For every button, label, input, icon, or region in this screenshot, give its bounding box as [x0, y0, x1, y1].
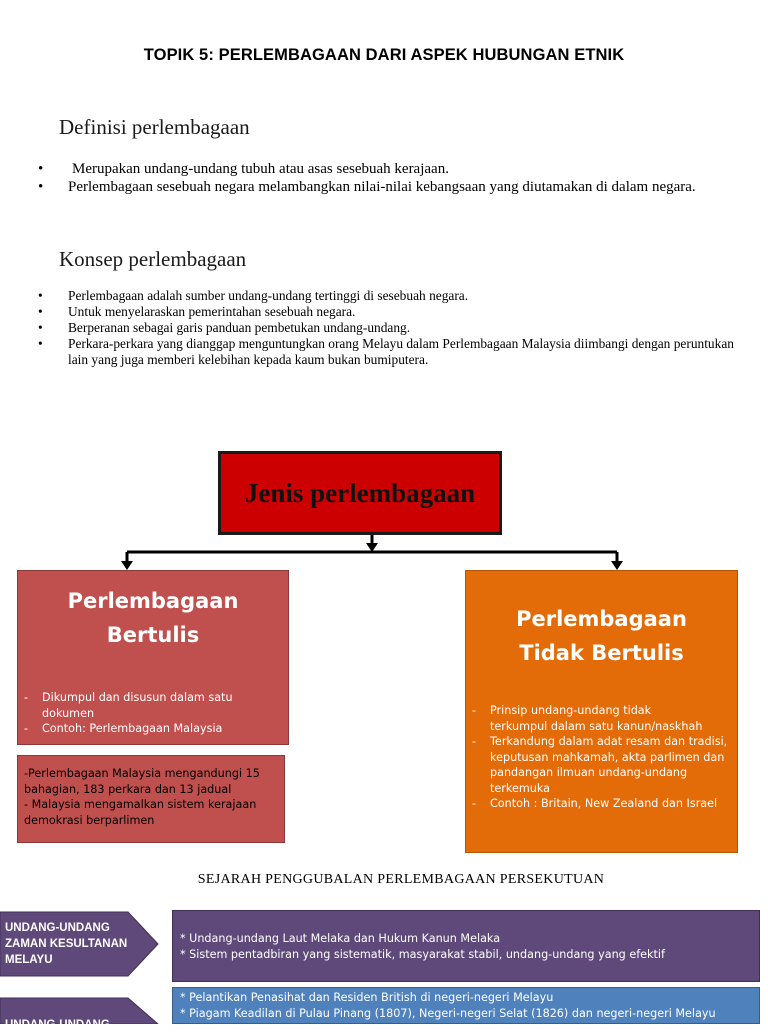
page-title: TOPIK 5: PERLEMBAGAAN DARI ASPEK HUBUNGAN ETNIK: [143, 46, 625, 64]
konsep-item: • Untuk menyelaraskan pemerintahan sesebuah negara.: [38, 304, 738, 320]
row-label-undang: UNDANG-UNDANG: [5, 1019, 110, 1031]
bertulis-item: - Contoh: Perlembagaan Malaysia: [18, 721, 238, 737]
row-label-kesultanan: UNDANG-UNDANG ZAMAN KESULTANAN MELAYU: [5, 922, 128, 966]
row-item: * Sistem pentadbiran yang sistematik, masyarakat stabil, undang-undang yang efektif: [180, 948, 665, 961]
definisi-item: • Perlembagaan sesebuah negara melambangkan nilai-nilai kebangsaan yang diutamakan di dalam negara.: [38, 178, 708, 196]
definisi-heading: Definisi perlembagaan: [59, 115, 250, 139]
sejarah-heading: SEJARAH PENGGUBALAN PERLEMBAGAAN PERSEKUTUAN: [197, 872, 605, 887]
definisi-item: • Merupakan undang-undang tubuh atau asas sesebuah kerajaan.: [38, 160, 738, 178]
row-item: * Undang-undang Laut Melaka dan Hukum Kanun Melaka: [180, 932, 501, 945]
konsep-item: • Berperanan sebagai garis panduan pembetukan undang-undang.: [38, 320, 738, 336]
bertulis-list: [18, 690, 238, 737]
malaysia-note-box: [17, 755, 285, 843]
bertulis-title: Perlembagaan Bertulis: [67, 589, 239, 647]
row-item: * Piagam Keadilan di Pulau Pinang (1807), Negeri-negeri Selat (1826) dan negeri-negeri Melayu: [180, 1007, 716, 1020]
arrow-down-icon: [121, 561, 133, 570]
tidak-bertulis-item: - Terkandung dalam adat resam dan tradisi, keputusan mahkamah, akta parlimen dan pandangan ilmuan undang-undang terkemuka: [466, 734, 728, 796]
tidak-bertulis-item: - Contoh : Britain, New Zealand dan Israel: [466, 796, 728, 812]
note-line: - Malaysia mengamalkan sistem kerajaan demokrasi berparlimen: [24, 798, 257, 827]
konsep-item: • Perlembagaan adalah sumber undang-undang tertinggi di sesebuah negara.: [38, 288, 738, 304]
bertulis-item: - Dikumpul dan disusun dalam satu dokumen: [18, 690, 238, 721]
konsep-item: • Perkara-perkara yang dianggap menguntungkan orang Melayu dalam Perlembagaan Malaysia diimbangi dengan peruntukan lain yang juga memberi kelebihan kepada kaum bukan bumiputera.: [38, 336, 738, 368]
row-content-british: [172, 987, 760, 1024]
perlembagaan-bertulis-box: [17, 570, 289, 745]
row-content-kesultanan: [172, 910, 760, 982]
tidak-bertulis-title: Perlembagaan Tidak Bertulis: [516, 607, 687, 665]
tidak-bertulis-item: - Prinsip undang-undang tidak terkumpul dalam satu kanun/naskhah: [466, 703, 705, 734]
jenis-perlembagaan-box: Jenis perlembagaan: [218, 451, 502, 535]
konsep-heading: Konsep perlembagaan: [59, 247, 247, 271]
tidak-bertulis-list: [466, 703, 728, 812]
note-line: -Perlembagaan Malaysia mengandungi 15 bahagian, 183 perkara dan 13 jadual: [24, 767, 260, 796]
perlembagaan-tidak-bertulis-box: [465, 570, 738, 853]
row-item: * Pelantikan Penasihat dan Residen British di negeri-negeri Melayu: [180, 991, 554, 1004]
arrow-down-icon: [611, 561, 623, 570]
